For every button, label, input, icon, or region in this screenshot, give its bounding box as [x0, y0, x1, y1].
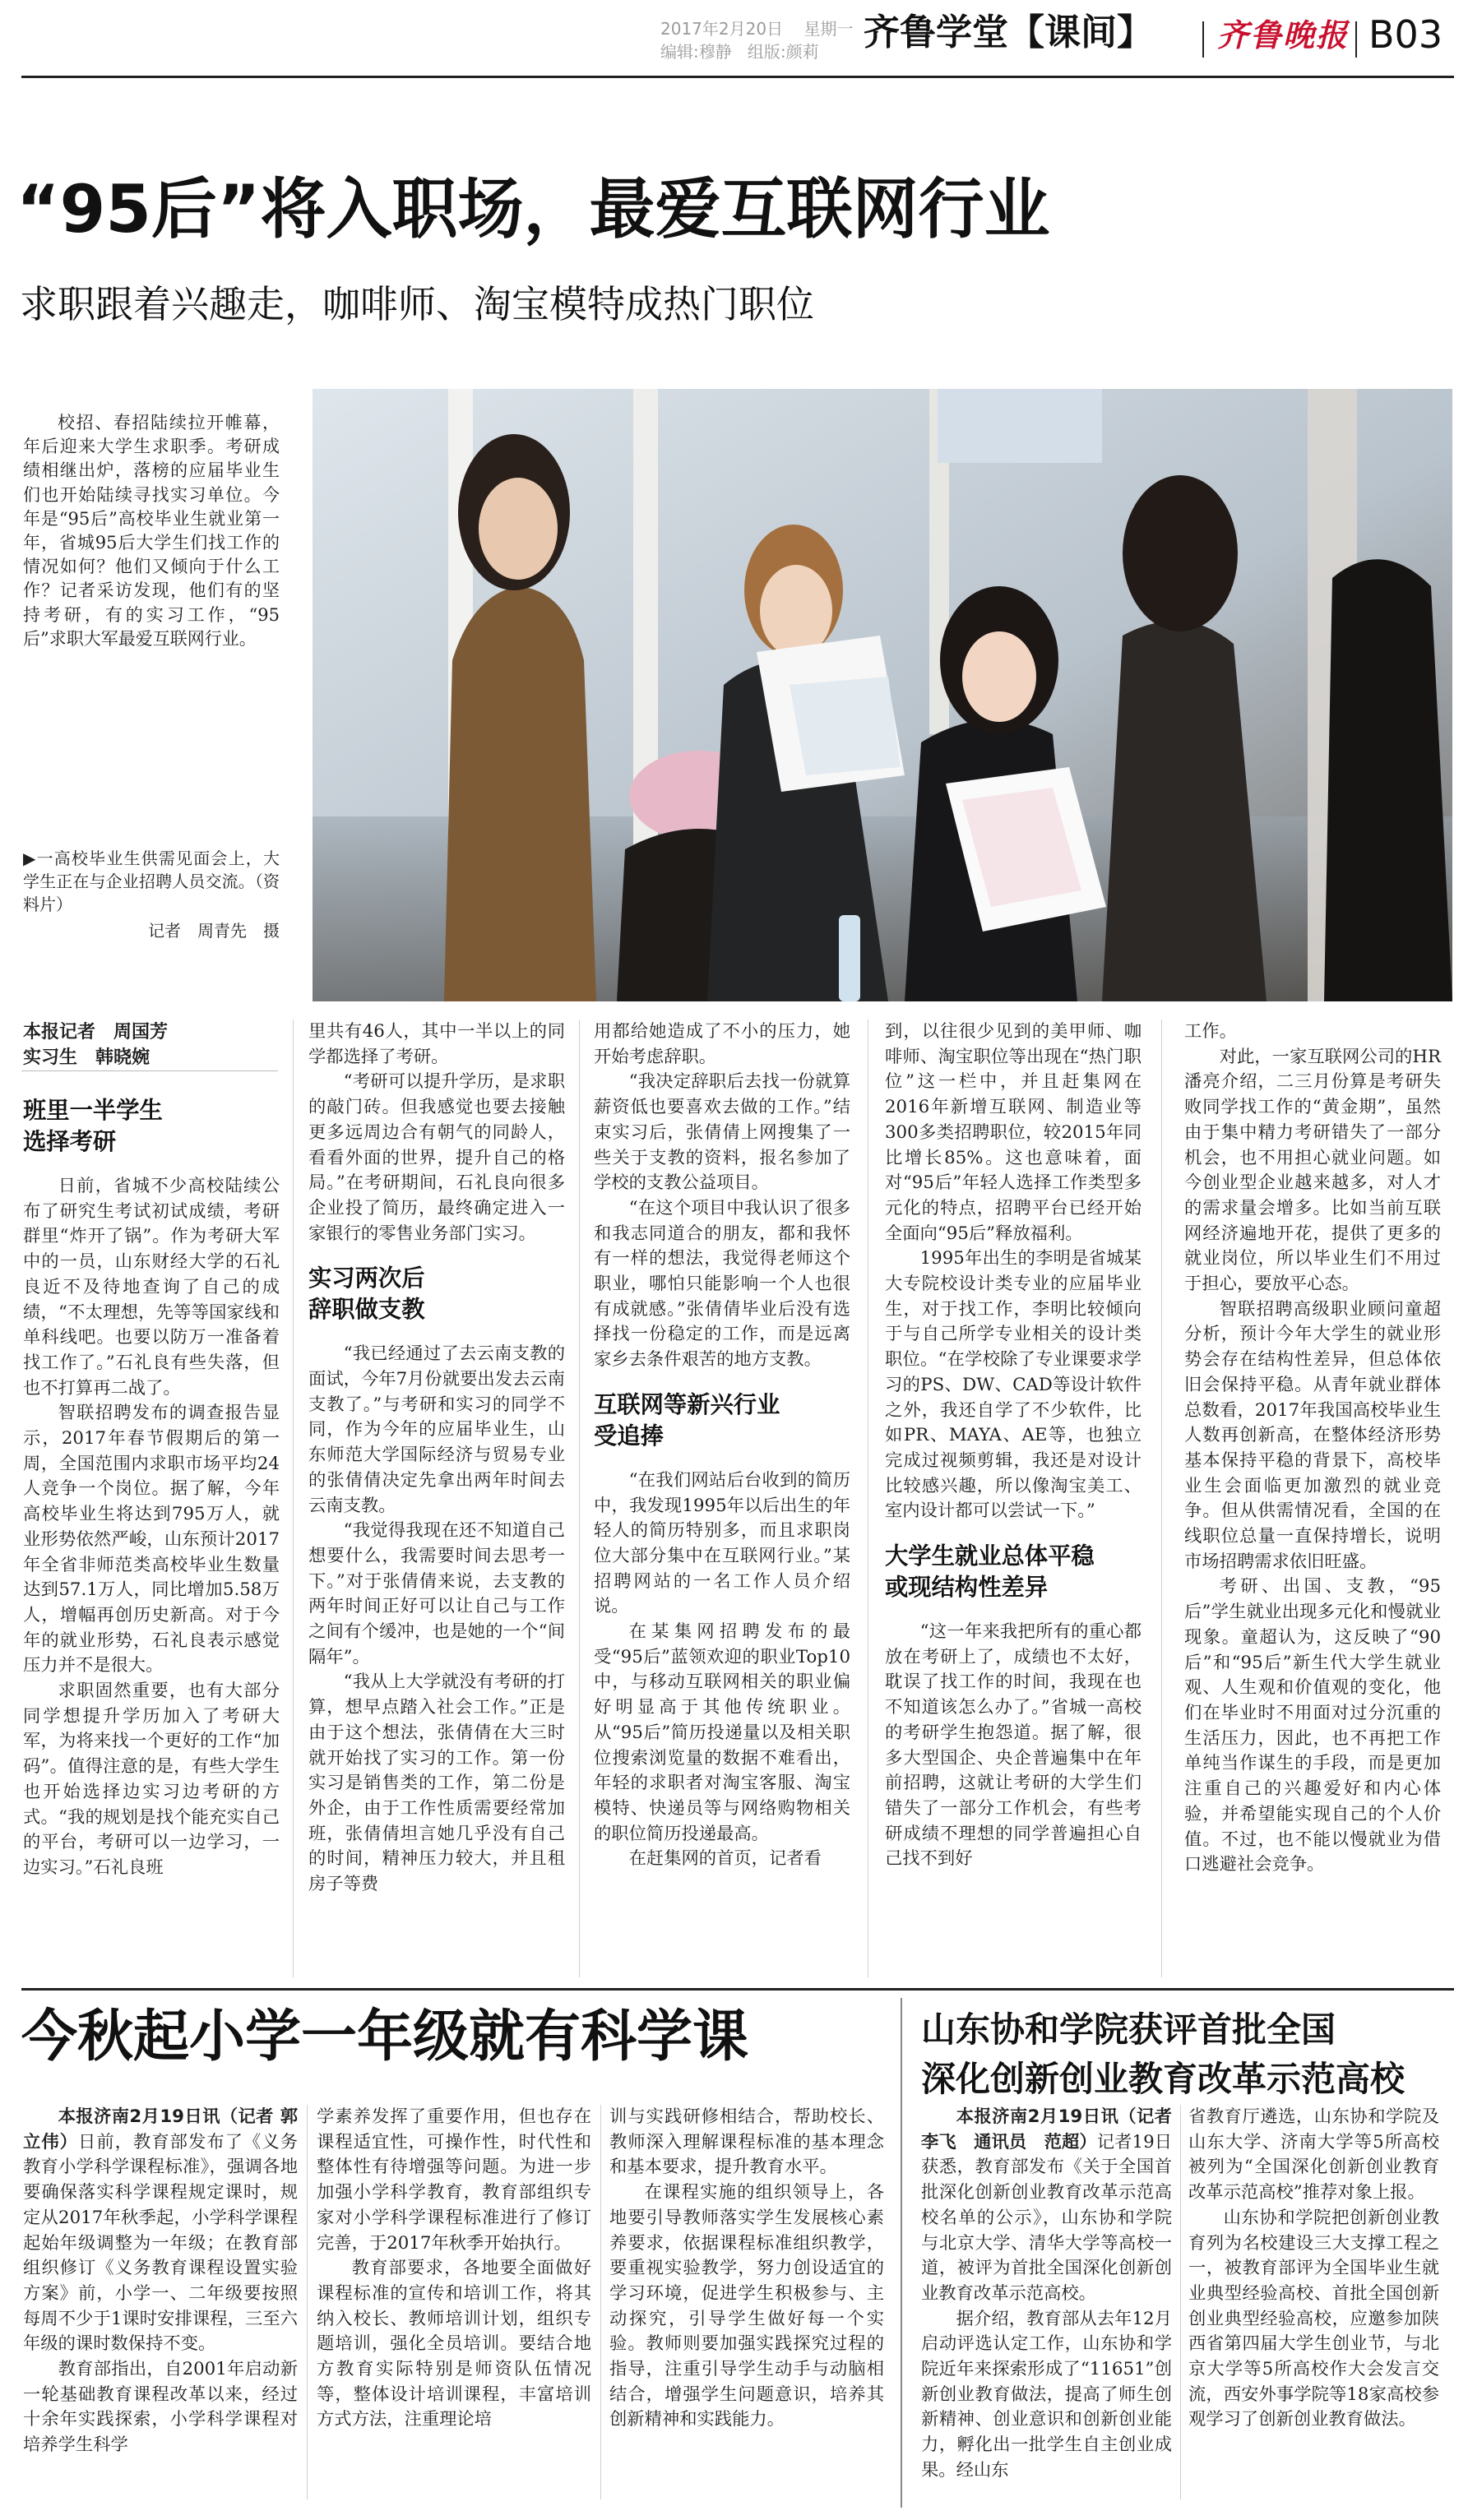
section-subheading: 大学生就业总体平稳 或现结构性差异 — [885, 1542, 1095, 1602]
body-paragraph — [308, 1670, 565, 1897]
paragraph-text: 用都给她造成了不小的压力，她开始考虑辞职。 — [594, 1021, 850, 1067]
paragraph-text: “我已经通过了去云南支教的面试，今年7月份就要出发去云南支教了。”与考研和实习的同学不同，作为今年的应届毕业生，山东师范大学国际经济与贸易专业的张倩倩决定先拿出两年时间去云南支教。 — [308, 1343, 565, 1516]
paragraph-text: 在课程实施的组织领导上，各地要引导教师落实学生发展核心素养要求，依据课程标准组织教学，要重视实验教学，努力创设适宜的学习环境，促进学生积极参与、主动探究，引导学生做好每一个实验。教师则要加强实践探究过程的指导，注重引导学生动手与动脑相结合，增强学生问题意识，培养其创新精神和实践能力。 — [609, 2182, 884, 2430]
photo-caption: ▶一高校毕业生供需见面会上，大学生正在与企业招聘人员交流。（资料片） — [23, 848, 280, 914]
paragraph-text: 省教育厅遴选，山东协和学院及山东大学、济南大学等5所高校被列为“全国深化创新创业教育改革示范高校”推荐对象上报。 — [1188, 2106, 1439, 2203]
section-subheading: 实习两次后 辞职做支教 — [308, 1265, 425, 1324]
paragraph-text: 求职固然重要，也有大部分同学想提升学历加入了考研大军，为将来找一个更好的工作“加码”。值得注意的是，有些大学生也开始选择边实习边考研的方式。“我的规划是找个能充实自己的平台，考研可以一边学习，一边实习。”石礼良班 — [23, 1681, 280, 1878]
paragraph-text: 教育部指出，自2001年启动新一轮基础教育课程改革以来，经过十余年实践探索，小学科学课程对培养学生科学 — [23, 2359, 298, 2456]
paragraph-text: 里共有46人，其中一半以上的同学都选择了考研。 — [308, 1021, 565, 1067]
section-rule — [21, 1988, 1454, 1991]
body-paragraph — [23, 2357, 298, 2458]
body-paragraph — [23, 1174, 280, 1401]
story2-column-3 — [609, 2105, 884, 2508]
section-subheading: 班里一半学生 选择考研 — [23, 1097, 163, 1155]
photo-credit: 记者 周青先 摄 — [148, 921, 280, 941]
lead-headline: “95后”将入职场，最爱互联网行业 — [16, 171, 1050, 247]
body-paragraph — [23, 1679, 280, 1881]
body-paragraph — [594, 1468, 850, 1620]
paragraph-text: “在这个项目中我认识了很多和我志同道合的朋友，都和我怀有一样的想法，我觉得老师这个职业，哪怕只能影响一个人也很有成就感。”张倩倩毕业后没有选择找一份稳定的工作，而是远离家乡去条件艰苦的地方支教。 — [594, 1197, 850, 1371]
story2-column-1 — [23, 2105, 298, 2508]
paragraph-text: “我从上大学就没有考研的打算，想早点踏入社会工作。”正是由于这个想法，张倩倩在大三时就开始找了实习的工作。第一份实习是销售类的工作，第二份是外企，由于工作性质需要经常加班，张倩倩坦言她几乎没有自己的时间，精神压力较大，并且租房子等费 — [308, 1672, 565, 1895]
header-rule — [21, 76, 1454, 78]
body-paragraph — [594, 1070, 850, 1196]
header-divider — [1202, 21, 1204, 58]
story3-column-2 — [1188, 2105, 1439, 2508]
body-paragraph — [1184, 1574, 1441, 1877]
lead-byline-intern: 实习生 韩晓婉 — [23, 1047, 151, 1068]
paragraph-text: 智联招聘高级职业顾问童超分析，预计今年大学生的就业形势会存在结构性差异，但总体依旧会保持平稳。从青年就业群体总数看，2017年我国高校毕业生人数再创新高，在整体经济形势基本保持平稳的背景下，高校毕业生会面临更加激烈的就业竞争。但从供需情况看，全国的在线职位总量一直保持增长，说明市场招聘需求依旧旺盛。 — [1184, 1298, 1441, 1572]
body-paragraph — [594, 1196, 850, 1373]
section-subheading: 互联网等新兴行业 受追捧 — [594, 1390, 780, 1450]
paragraph-text: “我觉得我现在还不知道自己想要什么，我需要时间去思考一下。”对于张倩倩来说，去支教的两年时间正好可以让自己与工作之间有个缓冲，也是她的一个“间隔年”。 — [308, 1520, 565, 1667]
story2-headline: 今秋起小学一年级就有科学课 — [21, 2004, 749, 2069]
paragraph-text: “在我们网站后台收到的简历中，我发现1995年以后出生的年轻人的简历特别多，而且求职岗位大部分集中在互联网行业。”某招聘网站的一名工作人员介绍说。 — [594, 1469, 850, 1617]
paragraph-text: 对此，一家互联网公司的HR潘亮介绍，二三月份算是考研失败同学找工作的“黄金期”，虽然由于集中精力考研错失了一部分机会，也不用担心就业问题。如今创业型企业越来越多，对人才的需求量会增多。比如当前互联网经济遍地开花，提供了更多的就业岗位，所以毕业生们不用过于担心，要放平心态。 — [1184, 1046, 1441, 1295]
paragraph-text: 在某集网招聘发布的最受“95后”蓝领欢迎的职业Top10中，与移动互联网相关的职业偏好明显高于其他传统职业。从“95后”简历投递量以及相关职位搜索浏览量的数据不难看出，年轻的求职者对淘宝客服、淘宝模特、快递员等与网络购物相关的职位简历投递最高。 — [594, 1621, 850, 1844]
body-paragraph — [23, 2105, 298, 2357]
body-paragraph — [1184, 1020, 1441, 1045]
paragraph-text: “我决定辞职后去找一份就算薪资低也要喜欢去做的工作。”结束实习后，张倩倩上网搜集了一些关于支教的资料，报名参加了学校的支教公益项目。 — [594, 1071, 850, 1194]
column-rule — [293, 1020, 294, 1977]
header-divider-2 — [1355, 21, 1357, 58]
story2-column-2 — [317, 2105, 591, 2508]
body-paragraph — [885, 1246, 1142, 1524]
body-paragraph — [308, 1519, 565, 1670]
paragraph-text: 到，以往很少见到的美甲师、咖啡师、淘宝职位等出现在“热门职位”这一栏中，并且赶集网在2016年新增互联网、制造业等300多类招聘职位，较2015年同比增长85%。这也意味着，面对“95后”年轻人选择工作类型多元化的特点，招聘平台已经开始全面向“95后”释放福利。 — [885, 1021, 1142, 1244]
paragraph-text: 学素养发挥了重要作用，但也存在课程适宜性，可操作性，时代性和整体性有待增强等问题。为进一步加强小学科学教育，教育部组织专家对小学科学课程标准进行了修订完善，于2017年秋季开始执行。 — [317, 2106, 591, 2254]
column-rule — [1161, 1020, 1162, 1977]
lead-byline-reporter: 本报记者 周国芳 — [23, 1022, 169, 1043]
paragraph-text: 考研、出国、支教，“95后”学生就业出现多元化和慢就业现象。童超认为，这反映了“90后”和“95后”新生代大学生就业观、人生观和价值观的变化，他们在毕业时不用面对过分沉重的生活压力，因此，也不再把工作单纯当作谋生的手段，而是更加注重自己的兴趣爱好和内心体验，并希望能实现自己的个人价值。不过，也不能以慢就业为借口逃避社会竞争。 — [1184, 1576, 1441, 1875]
paragraph-text: “考研可以提升学历，是求职的敲门砖。但我感觉也要去接触更多远周边合有朝气的同龄人，看看外面的世界，提升自己的格局。”在考研期间，石礼良向很多企业投了简历，最终确定进入一家银行的零售业务部门实习。 — [308, 1071, 565, 1244]
job-fair-photo-illustration — [313, 389, 1452, 1001]
paragraph-text: 训与实践研修相结合，帮助校长、教师深入理解课程标准的基本理念和基本要求，提升教育水平。 — [609, 2106, 884, 2178]
lead-column-5 — [1184, 1020, 1441, 1981]
body-paragraph — [921, 2105, 1179, 2307]
story3-headline-line1: 山东协和学院获评首批全国 — [921, 2009, 1336, 2050]
column-rule — [600, 2105, 601, 2499]
body-paragraph — [885, 1620, 1142, 1872]
body-paragraph — [594, 1620, 850, 1847]
body-paragraph — [594, 1847, 850, 1872]
paragraph-text: 山东协和学院把创新创业教育列为名校建设三大支撑工程之一，被教育部评为全国毕业生就业典型经验高校、首批全国创新创业典型经验高校，应邀参加陕西省第四届大学生创业节，与北京大学等5所高校作大会发言交流，西安外事学院等18家高校参观学习了创新创业教育做法。 — [1188, 2207, 1439, 2430]
body-paragraph — [609, 2180, 884, 2433]
story-divider — [901, 1998, 902, 2508]
body-paragraph — [317, 2105, 591, 2256]
lead-intro: 校招、春招陆续拉开帷幕，年后迎来大学生求职季。考研成绩相继出炉，落榜的应届毕业生们也开始陆续寻找实习单位。今年是“95后”高校毕业生就业第一年，省城95后大学生们找工作的情况如何？他们又倾向于什么工作？记者采访发现，他们有的坚持考研，有的实习工作，“95后”求职大军最爱互联网行业。 — [23, 413, 280, 649]
body-paragraph — [1188, 2206, 1439, 2433]
paragraph-text: 据介绍，教育部从去年12月启动评选认定工作，山东协和学院近年来探索形成了“11651”创新创业教育做法，提高了师生创新精神、创业意识和创新创业能力，孵化出一批学生自主创业成果。经山东 — [921, 2308, 1172, 2481]
issue-date: 2017年2月20日 星期一 — [660, 19, 854, 39]
page-number: B03 — [1368, 12, 1443, 57]
paragraph-text: 记者19日获悉，教育部发布《关于全国首批深化创新创业教育改革示范高校名单的公示》，山东协和学院与北京大学、清华大学等高校一道，被评为首批全国深化创新创业教育改革示范高校。 — [921, 2131, 1172, 2304]
column-rule — [1180, 2105, 1181, 2499]
lead-column-3 — [594, 1020, 850, 1981]
paragraph-text: 教育部要求，各地要全面做好课程标准的宣传和培训工作，将其纳入校长、教师培训计划，组织专题培训，强化全员培训。要结合地方教育实际特别是师资队伍情况等，整体设计培训课程，丰富培训方式方法，注重理论培 — [317, 2258, 591, 2430]
body-paragraph — [594, 1020, 850, 1070]
body-paragraph — [885, 1020, 1142, 1246]
body-paragraph — [1188, 2105, 1439, 2206]
column-rule — [307, 2105, 308, 2499]
newspaper-logo: 齐鲁晚报 — [1217, 16, 1350, 53]
body-paragraph — [609, 2105, 884, 2180]
body-paragraph — [308, 1020, 565, 1070]
lead-column-1 — [23, 1020, 280, 1981]
body-paragraph — [1184, 1297, 1441, 1575]
paragraph-text: 在赶集网的首页，记者看 — [628, 1848, 822, 1870]
dateline: 本报济南2月19日讯（记者 郭立伟） — [23, 2106, 298, 2152]
column-rule — [579, 1020, 580, 1977]
paragraph-text: 日前，省城不少高校陆续公布了研究生考试初试成绩，考研群里“炸开了锅”。作为考研大军中的一员，山东财经大学的石礼良近不及待地查询了自己的成绩，“不太理想，先等等国家线和单科线吧。也要以防万一准备着找工作了。”石礼良有些失落，但也不打算再二战了。 — [23, 1176, 280, 1399]
body-paragraph — [23, 1401, 280, 1679]
lead-column-4 — [885, 1020, 1142, 1981]
paragraph-text: “这一年来我把所有的重心都放在考研上了，成绩也不太好，耽误了找工作的时间，我现在也不知道该怎么办了。”省城一高校的考研学生抱怨道。据了解，很多大型国企、央企普遍集中在年前招聘，这就让考研的大学生们错失了一部分工作机会，有些考研成绩不理想的同学普遍担心自己找不到好 — [885, 1621, 1142, 1870]
body-paragraph — [308, 1342, 565, 1519]
body-paragraph — [1184, 1045, 1441, 1297]
job-fair-photo — [313, 389, 1452, 1001]
body-paragraph — [921, 2307, 1172, 2484]
editor-credits: 编辑:穆静 组版:颜莉 — [660, 42, 819, 62]
paragraph-text: 智联招聘发布的调查报告显示，2017年春节假期后的第一周，全国范围内求职市场平均24人竞争一个岗位。据了解，今年高校毕业生将达到795万人，就业形势依然严峻，山东预计2017年全省非师范类高校毕业生数量达到57.1万人，同比增加5.58万人，增幅再创历史新高。对于今年的就业形势，石礼良表示感觉压力并不是很大。 — [23, 1403, 280, 1676]
section-title: 齐鲁学堂【课间】 — [864, 12, 1153, 53]
paragraph-text: 日前，教育部发布了《义务教育小学科学课程标准》，强调各地要确保落实科学课程规定课时，规定从2017年秋季起，小学科学课程起始年级调整为一年级；在教育部组织修订《义务教育课程设置实验方案》前，小学一、二年级要按照每周不少于1课时安排课程，三至六年级的课时数保持不变。 — [23, 2131, 298, 2355]
paragraph-text: 1995年出生的李明是省城某大专院校设计类专业的应届毕业生，对于找工作，李明比较倾向于与自己所学专业相关的设计类职位。“在学校除了专业课要求学习的PS、DW、CAD等设计软件之外，我还自学了不少软件，比如PR、MAYA、AE等，也独立完成过视频剪辑，我还是对设计比较感兴趣，所以像淘宝美工、室内设计都可以尝试一下。” — [885, 1248, 1142, 1522]
story3-column-1 — [921, 2105, 1179, 2508]
lead-column-2 — [308, 1020, 565, 1981]
dateline: 本报济南2月19日讯（记者 李飞 通讯员 范超） — [921, 2106, 1179, 2152]
paragraph-text: 工作。 — [1184, 1021, 1237, 1042]
body-paragraph — [308, 1070, 565, 1246]
story3-headline-line2: 深化创新创业教育改革示范高校 — [921, 2059, 1405, 2099]
body-paragraph — [317, 2256, 591, 2433]
lead-subhead: 求职跟着兴趣走，咖啡师、淘宝模特成热门职位 — [20, 282, 814, 326]
